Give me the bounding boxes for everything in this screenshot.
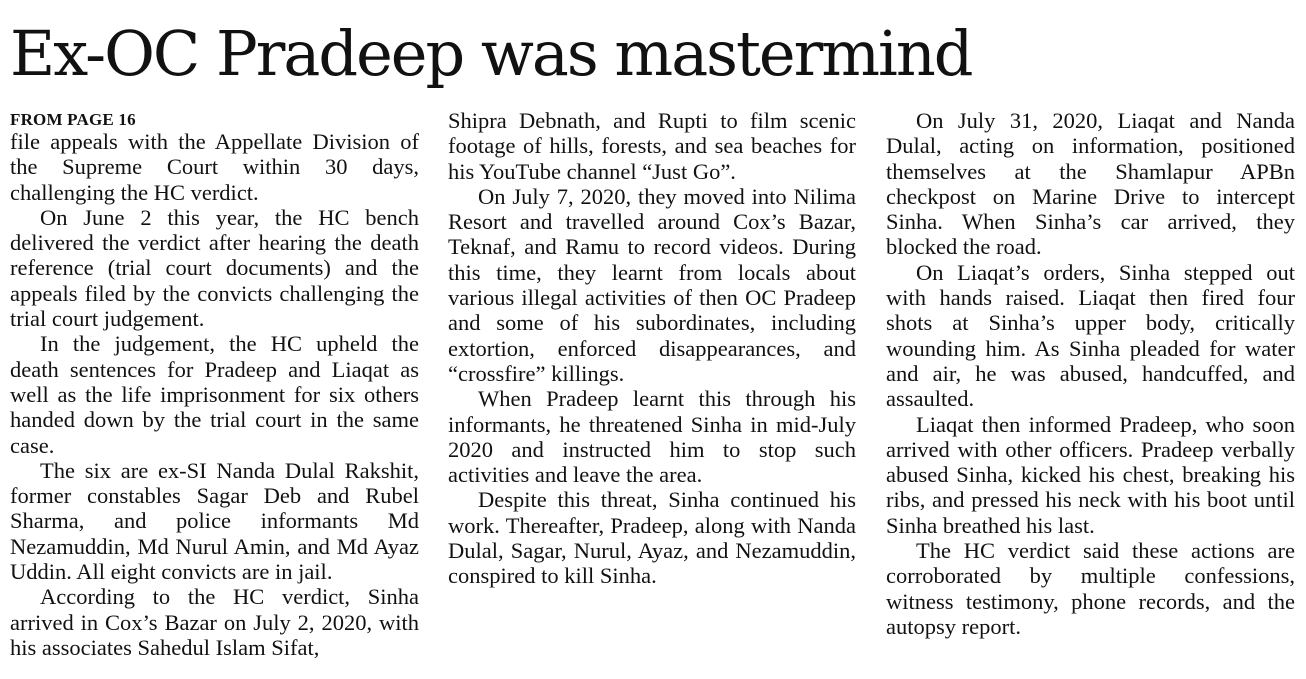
paragraph: Shipra Debnath, and Rupti to film scenic footage of hills, forests, and sea beaches for his YouTube channel “Just Go”.: [448, 108, 856, 184]
paragraph: In the judgement, the HC upheld the death sentences for Pradeep and Liaqat as well as the life imprisonment for six others handed down by the trial court in the same case.: [10, 331, 419, 458]
paragraph: The six are ex-SI Nanda Dulal Rakshit, former constables Sagar Deb and Rubel Sharma, and police informants Md Nezamuddin, Md Nurul Amin, and Md Ayaz Uddin. All eight convicts are in jail.: [10, 457, 419, 585]
paragraph: The HC verdict said these actions are corroborated by multiple confessions, witness testimony, phone records, and the autopsy report.: [886, 538, 1295, 639]
paragraph: On July 7, 2020, they moved into Nilima Resort and travelled around Cox’s Bazar, Teknaf, and Ramu to record videos. During this time, they learnt from locals about various illegal activities of then OC Pradeep and some of his subordinates, including extortion, enforced disappearances, and “crossfire” killings.: [448, 183, 856, 386]
paragraph: According to the HC verdict, Sinha arrived in Cox’s Bazar on July 2, 2020, with his associates Sahedul Islam Sifat,: [10, 584, 419, 660]
paragraph: file appeals with the Appellate Division of the Supreme Court within 30 days, challenging the HC verdict.: [10, 129, 419, 205]
paragraph: Liaqat then informed Pradeep, who soon arrived with other officers. Pradeep verbally abused Sinha, kicked his chest, breaking his ribs, and pressed his neck with his boot until Sinha breathed his last.: [886, 411, 1295, 538]
kicker: FROM PAGE 16: [10, 110, 136, 129]
paragraph: On July 31, 2020, Liaqat and Nanda Dulal, acting on information, positioned themselves at the Shamlapur APBn checkpost on Marine Drive to intercept Sinha. When Sinha’s car arrived, they blocked the road.: [886, 108, 1295, 260]
headline: Ex-OC Pradeep was mastermind: [10, 17, 972, 90]
article-column-3: [886, 108, 1295, 639]
paragraph: When Pradeep learnt this through his informants, he threatened Sinha in mid-July 2020 and instructed him to stop such activities and leave the area.: [448, 386, 856, 488]
article-column-2: [448, 108, 856, 589]
paragraph: On Liaqat’s orders, Sinha stepped out with hands raised. Liaqat then fired four shots at Sinha’s upper body, critically wounding him. As Sinha pleaded for water and air, he was abused, handcuffed, and assaulted.: [886, 259, 1295, 412]
paragraph: Despite this threat, Sinha continued his work. Thereafter, Pradeep, along with Nanda Dulal, Sagar, Nurul, Ayaz, and Nezamuddin, conspired to kill Sinha.: [448, 487, 856, 589]
article-column-1: [10, 110, 419, 660]
paragraph: On June 2 this year, the HC bench delivered the verdict after hearing the death reference (trial court documents) and the appeals filed by the convicts challenging the trial court judgement.: [10, 204, 419, 332]
